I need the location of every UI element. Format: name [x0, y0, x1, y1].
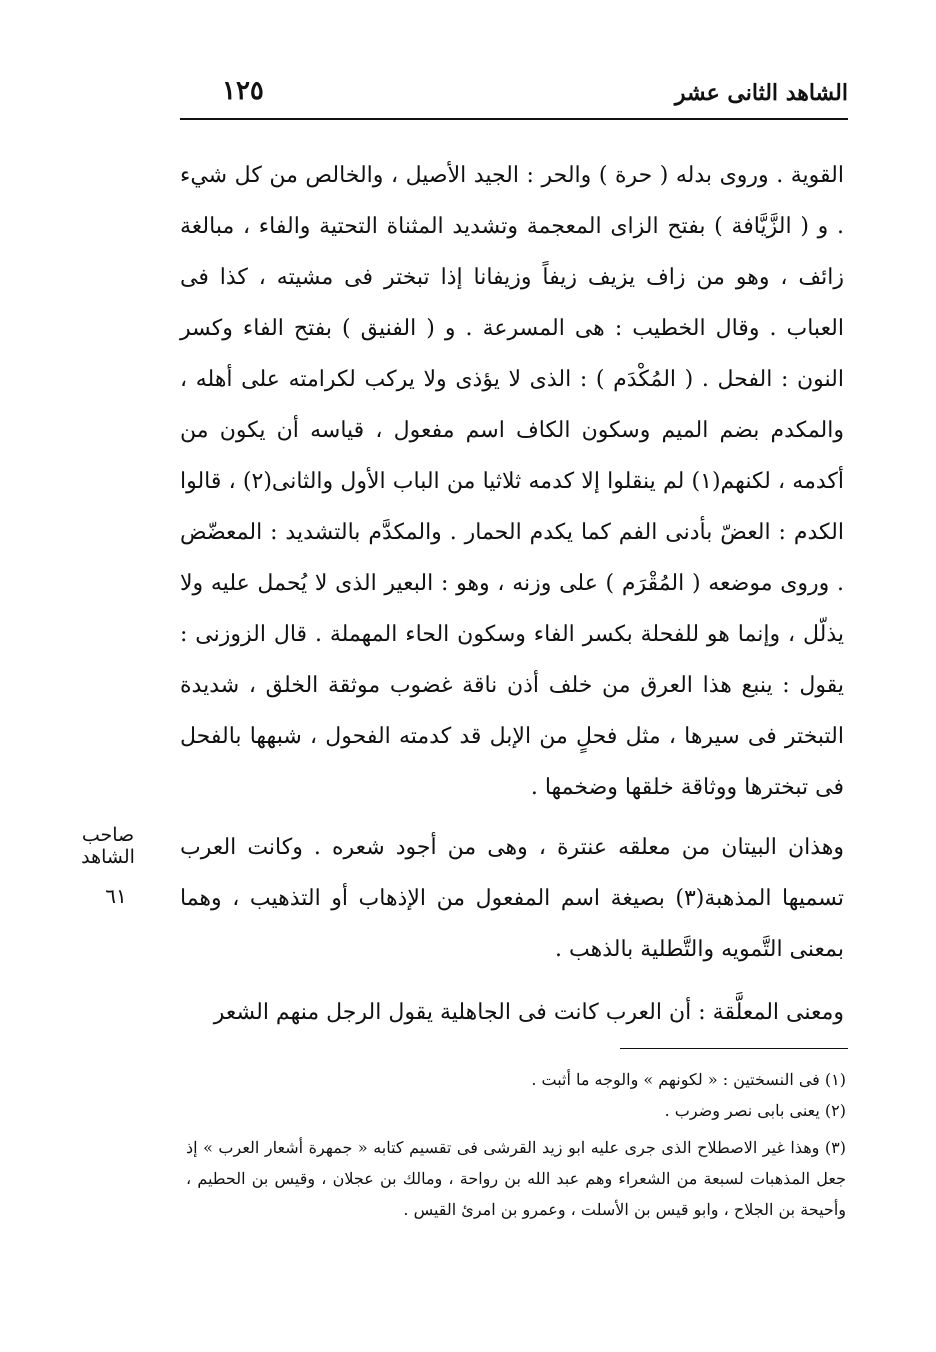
paragraph-1: القوية . وروى بدله ( حرة ) والحر : الجيد الأصيل ، والخالص من كل شيء . و ( الزَّيَّافة ) بفتح الزاى المعجمة وتشديد المثناة التحتية والفاء ، مبالغة زائف ، وهو من زاف يزيف زيفاً وزيفانا إذا تبختر فى مشيته ، كذا فى العباب . وقال الخطيب : هى المسرعة . و ( الفنيق ) بفتح الفاء وكسر النون : الفحل . ( المُكْدَم ) : الذى لا يؤذى ولا يركب لكرامته على أهله ، والمكدم بضم الميم وسكون الكاف اسم مفعول ، قياسه أن يكون من أكدمه ، لكنهم(١) لم ينقلوا إلا كدمه ثلاثيا من الباب الأول والثانى(٢) ، قالوا الكدم : العضّ بأدنى الفم كما يكدم الحمار . والمكدَّم بالتشديد : المعضّض . وروى موضعه ( المُقْرَم ) على وزنه ، وهو : البعير الذى لا يُحمل عليه ولا يذلّل ، وإنما هو للفحلة بكسر الفاء وسكون الحاء المهملة . قال الزوزنى : يقول : ينبع هذا العرق من خلف أذن ناقة غضوب موثقة الخلق ، شديدة التبختر فى سيرها ، مثل فحلٍ من الإبل قد كدمته الفحول ، شبهها بالفحل فى تبخترها ووثاقة خلقها وضخمها .	[180, 163, 845, 800]
paragraph-3: ومعنى المعلَّقة : أن العرب كانت فى الجاهلية يقول الرجل منهم الشعر	[213, 1000, 844, 1025]
running-header	[180, 72, 848, 116]
footnote-1: (١) فى النسختين : « لكونهم » والوجه ما أثبت .	[531, 1070, 846, 1089]
page-number: ١٢٥	[222, 76, 264, 106]
main-text	[180, 150, 844, 1038]
chapter-title: الشاهد الثانى عشر	[674, 80, 848, 106]
footnotes	[186, 1064, 846, 1225]
paragraph-2: وهذان البيتان من معلقه عنترة ، وهى من أجود شعره . وكانت العرب تسميها المذهبة(٣) بصيغة اسم المفعول من الإذهاب أو التذهيب ، وهما بمعنى التَّمويه والتَّطلية بالذهب .	[180, 835, 844, 962]
footnote-divider	[620, 1048, 848, 1049]
footnote-3: (٣) وهذا غير الاصطلاح الذى جرى عليه ابو زيد القرشى فى تقسيم كتابه « جمهرة أشعار العرب » إذ جعل المذهبات لسبعة من الشعراء وهم عبد الله بن رواحة ، ومالك بن عجلان ، وقيس بن الحطيم ، وأحيحة بن الجلاح ، وابو قيس بن الأسلت ، وعمرو بن امرئ القيس .	[186, 1138, 847, 1219]
header-divider	[180, 118, 848, 120]
footnote-2: (٢) يعنى بابى نصر وضرب .	[664, 1101, 846, 1120]
margin-heading: صاحب الشاهد	[81, 824, 135, 868]
margin-number: ٦١	[105, 884, 127, 908]
